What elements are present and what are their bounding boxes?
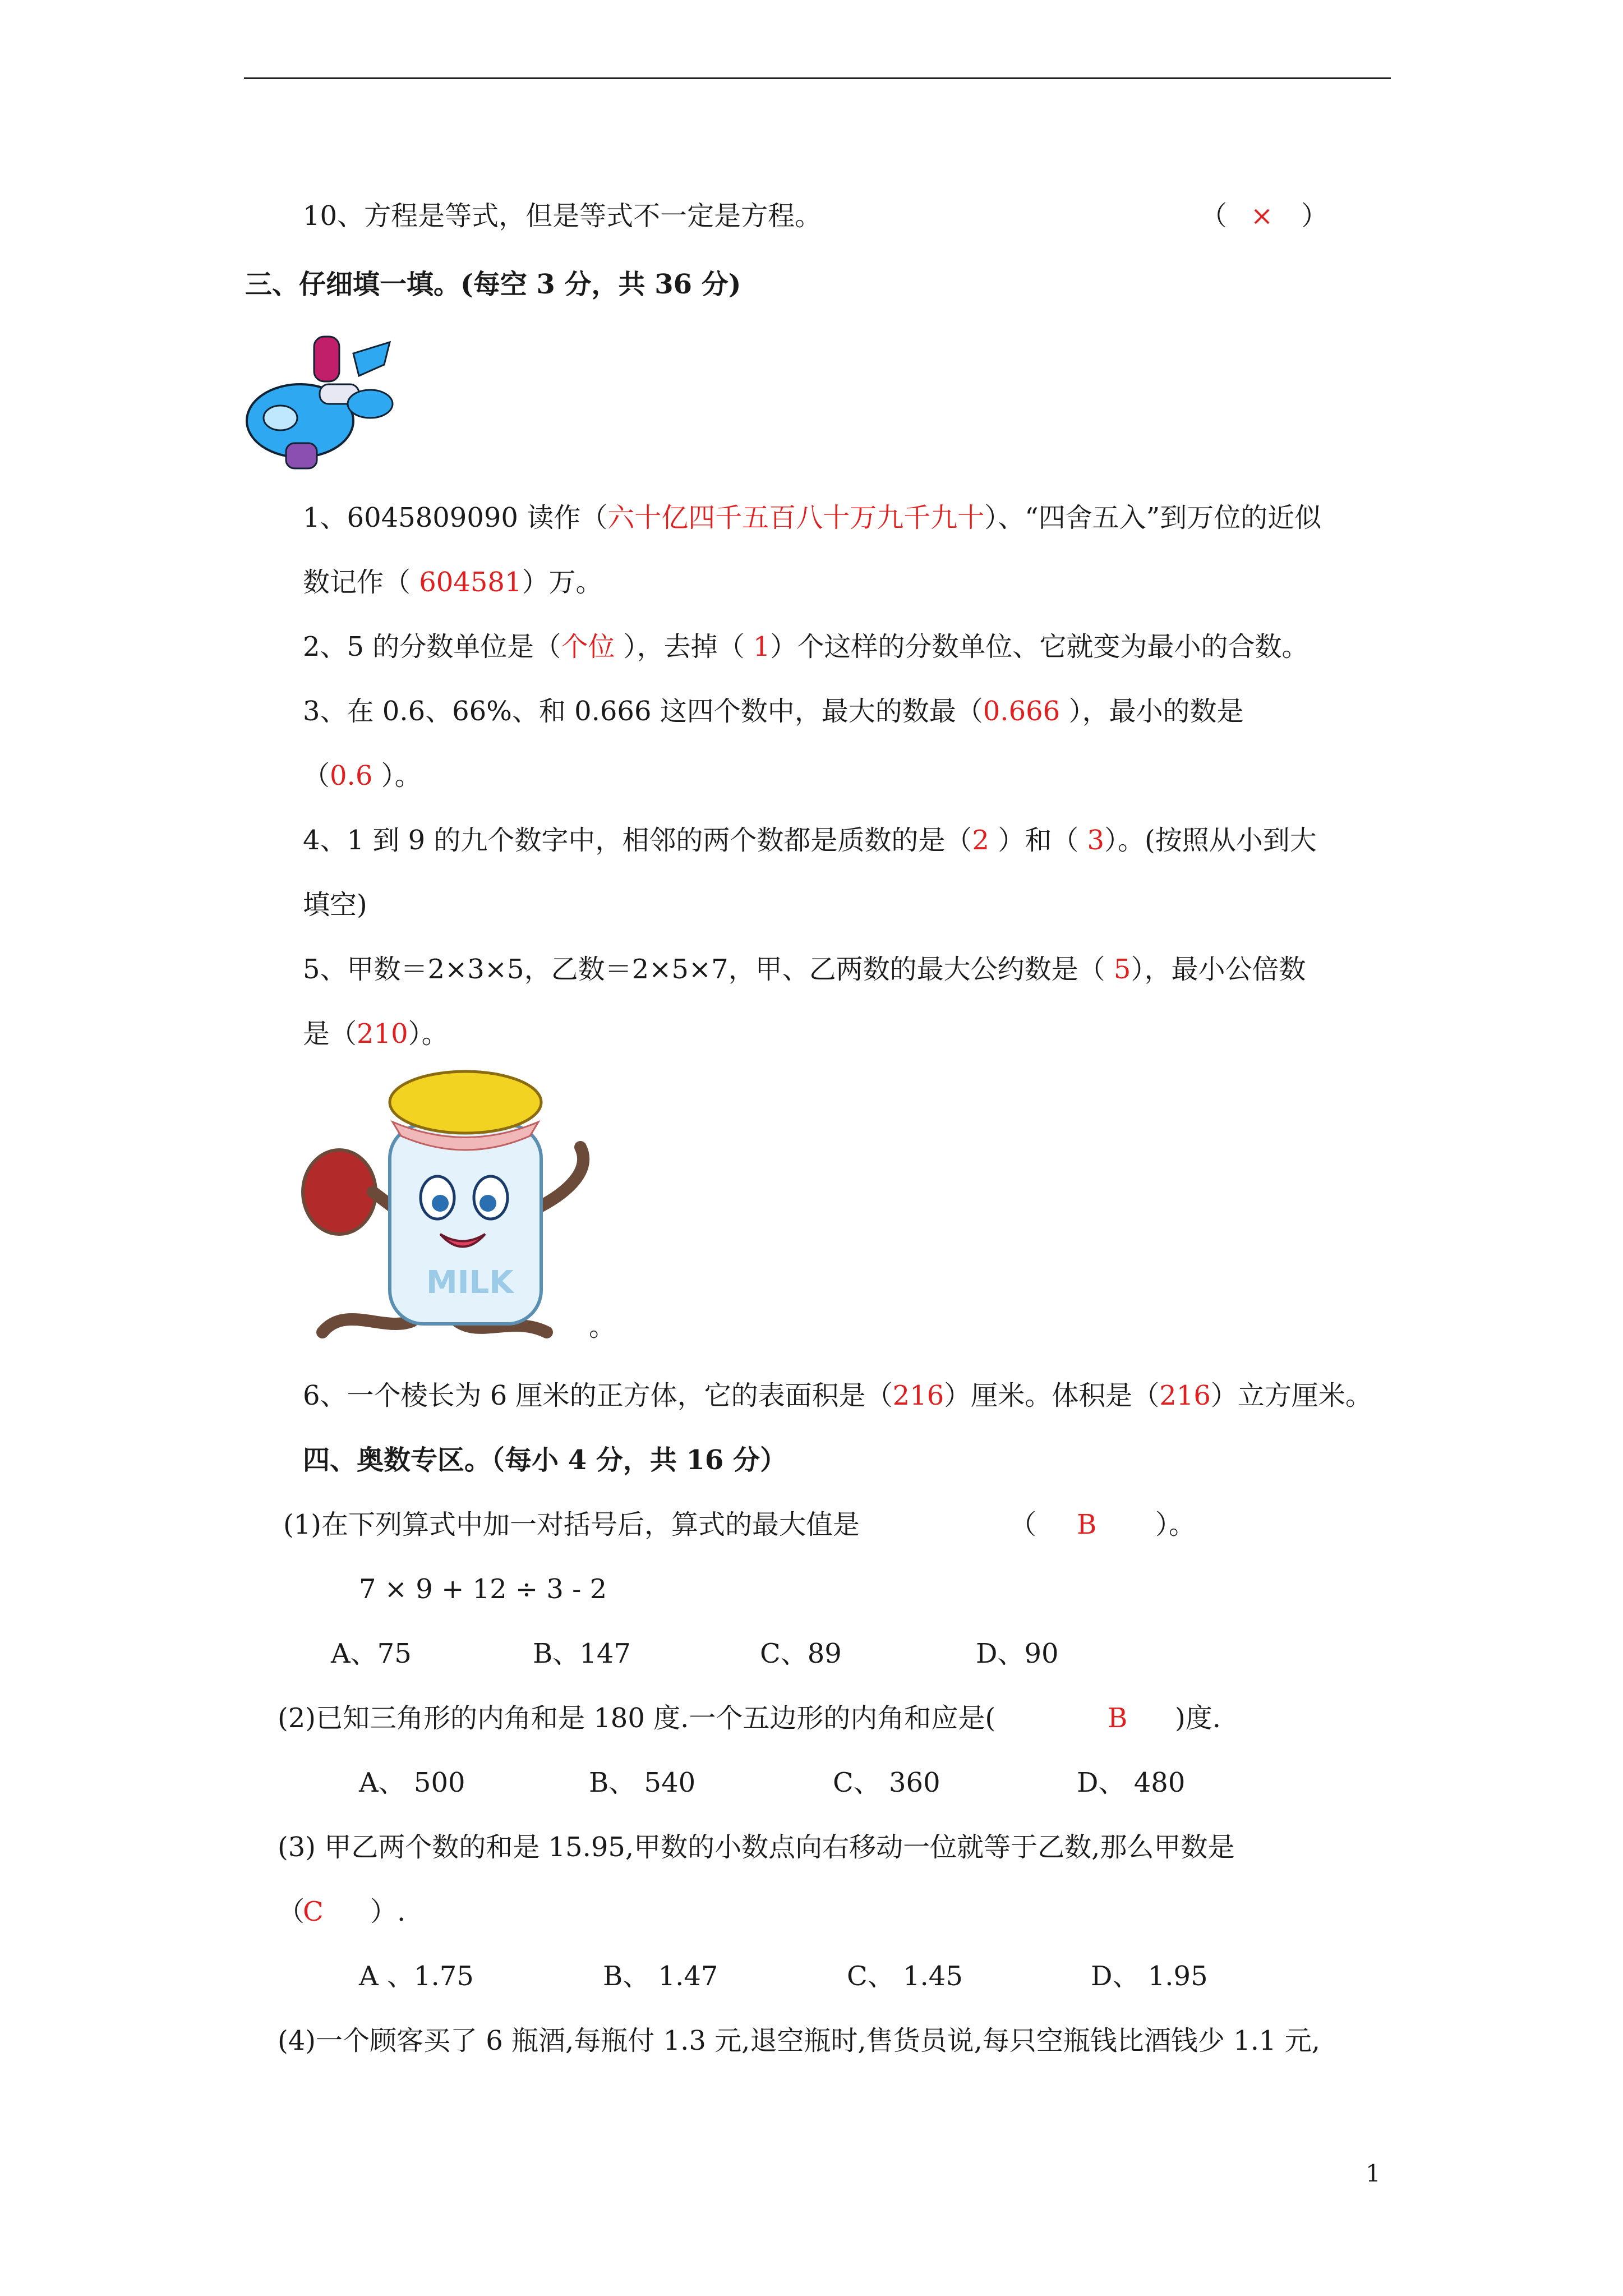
olym-q2-option-a: A、 500	[359, 1767, 465, 1798]
olym-q2-option-b: B、 540	[589, 1767, 696, 1798]
q10-close: ）	[1301, 200, 1329, 232]
fill-q2: 2、5 的分数单位是（个位 ），去掉（ 1）个这样的分数单位、它就变为最小的合数。	[303, 631, 1309, 662]
olym-q1-option-a: A、75	[331, 1638, 412, 1669]
fill-q5-line2: 是（210）。	[303, 1018, 449, 1050]
olym-q3-option-d: D、 1.95	[1091, 1961, 1208, 1992]
olym-q3-stem: (3) 甲乙两个数的和是 15.95,甲数的小数点向右移动一位就等于乙数,那么甲数是	[278, 1832, 1235, 1863]
olym-q3-open: （	[278, 1896, 305, 1927]
olym-q4-stem: (4)一个顾客买了 6 瓶酒,每瓶付 1.3 元,退空瓶时,售货员说,每只空瓶钱比酒钱少 1.1 元,	[278, 2025, 1321, 2056]
fill-q3-line2: （0.6 ）。	[303, 760, 422, 792]
section-3-title: 三、仔细填一填。(每空 3 分，共 36 分)	[245, 269, 741, 300]
olym-q1-stem: (1)在下列算式中加一对括号后，算式的最大值是	[283, 1509, 860, 1540]
fill-q5-line1: 5、甲数＝2×3×5，乙数＝2×5×7，甲、乙两数的最大公约数是（ 5），最小公倍数	[303, 954, 1306, 985]
olym-q1-close: ）。	[1155, 1509, 1196, 1540]
olym-q1-expression: 7 × 9 + 12 ÷ 3 - 2	[359, 1573, 607, 1605]
fill-q2-answer-2: 1	[753, 631, 771, 662]
milk-bottle-image	[300, 1069, 603, 1349]
q10-text: 10、方程是等式，但是等式不一定是方程。	[303, 200, 822, 232]
fill-q3-answer-1: 0.666	[983, 696, 1069, 727]
fill-q1-line1: 1、6045809090 读作（六十亿四千五百八十万九千九十）、“四舍五入”到万位的近似	[303, 502, 1322, 533]
olym-q2-answer: B	[1108, 1703, 1128, 1734]
olym-q1-option-c: C、89	[760, 1638, 842, 1669]
fill-q1-answer-1: 六十亿四千五百八十万九千九十	[607, 502, 985, 533]
olym-q1-option-b: B、147	[533, 1638, 631, 1669]
header-rule	[244, 77, 1391, 79]
fill-q3-line1: 3、在 0.6、66%、和 0.666 这四个数中，最大的数最（0.666 ），最小的数是	[303, 696, 1244, 727]
olym-q2-option-d: D、 480	[1077, 1767, 1186, 1798]
page-number: 1	[1366, 2160, 1381, 2187]
fill-q4-answer-2: 3	[1087, 825, 1105, 856]
fill-q6-answer-2: 216	[1159, 1380, 1211, 1411]
svg-text:MILK: MILK	[426, 1264, 514, 1301]
olym-q3-option-a: A 、1.75	[359, 1961, 474, 1992]
airplane-image	[241, 331, 398, 480]
olym-q2-close: )度.	[1175, 1703, 1221, 1734]
olym-q3-option-c: C、 1.45	[847, 1961, 963, 1992]
olym-q3-close: ）.	[370, 1896, 406, 1927]
olym-q3-option-b: B、 1.47	[603, 1961, 718, 1992]
olym-q1-open: （	[1009, 1509, 1037, 1540]
fill-q4-answer-1: 2	[972, 825, 998, 856]
olym-q3-answer: C	[303, 1896, 324, 1927]
milk-image-trailing-mark: 。	[589, 1311, 616, 1342]
section-4-title: 四、奥数专区。（每小 4 分，共 16 分）	[303, 1444, 787, 1476]
fill-q6-answer-1: 216	[892, 1380, 944, 1411]
fill-q5-answer-2: 210	[357, 1018, 408, 1050]
fill-q1-answer-2: 604581	[419, 567, 522, 598]
fill-q2-answer-1: 个位	[561, 631, 624, 662]
q10-open: （	[1200, 200, 1228, 232]
olym-q2-stem: (2)已知三角形的内角和是 180 度.一个五边形的内角和应是(	[278, 1703, 996, 1734]
olym-q1-option-d: D、90	[976, 1638, 1059, 1669]
fill-q1-line2: 数记作（ 604581）万。	[303, 567, 603, 598]
fill-q5-answer-1: 5	[1113, 954, 1131, 985]
olym-q1-answer: B	[1077, 1509, 1097, 1540]
olym-q2-option-c: C、 360	[833, 1767, 940, 1798]
fill-q4-line1: 4、1 到 9 的九个数字中，相邻的两个数都是质数的是（2 ）和（ 3）。(按照从小到大	[303, 825, 1317, 856]
q10-answer: ×	[1251, 200, 1274, 232]
fill-q3-answer-2: 0.6	[330, 760, 381, 792]
fill-q6: 6、一个棱长为 6 厘米的正方体，它的表面积是（216）厘米。体积是（216）立方厘米。	[303, 1380, 1372, 1411]
fill-q4-line2: 填空)	[303, 889, 367, 921]
